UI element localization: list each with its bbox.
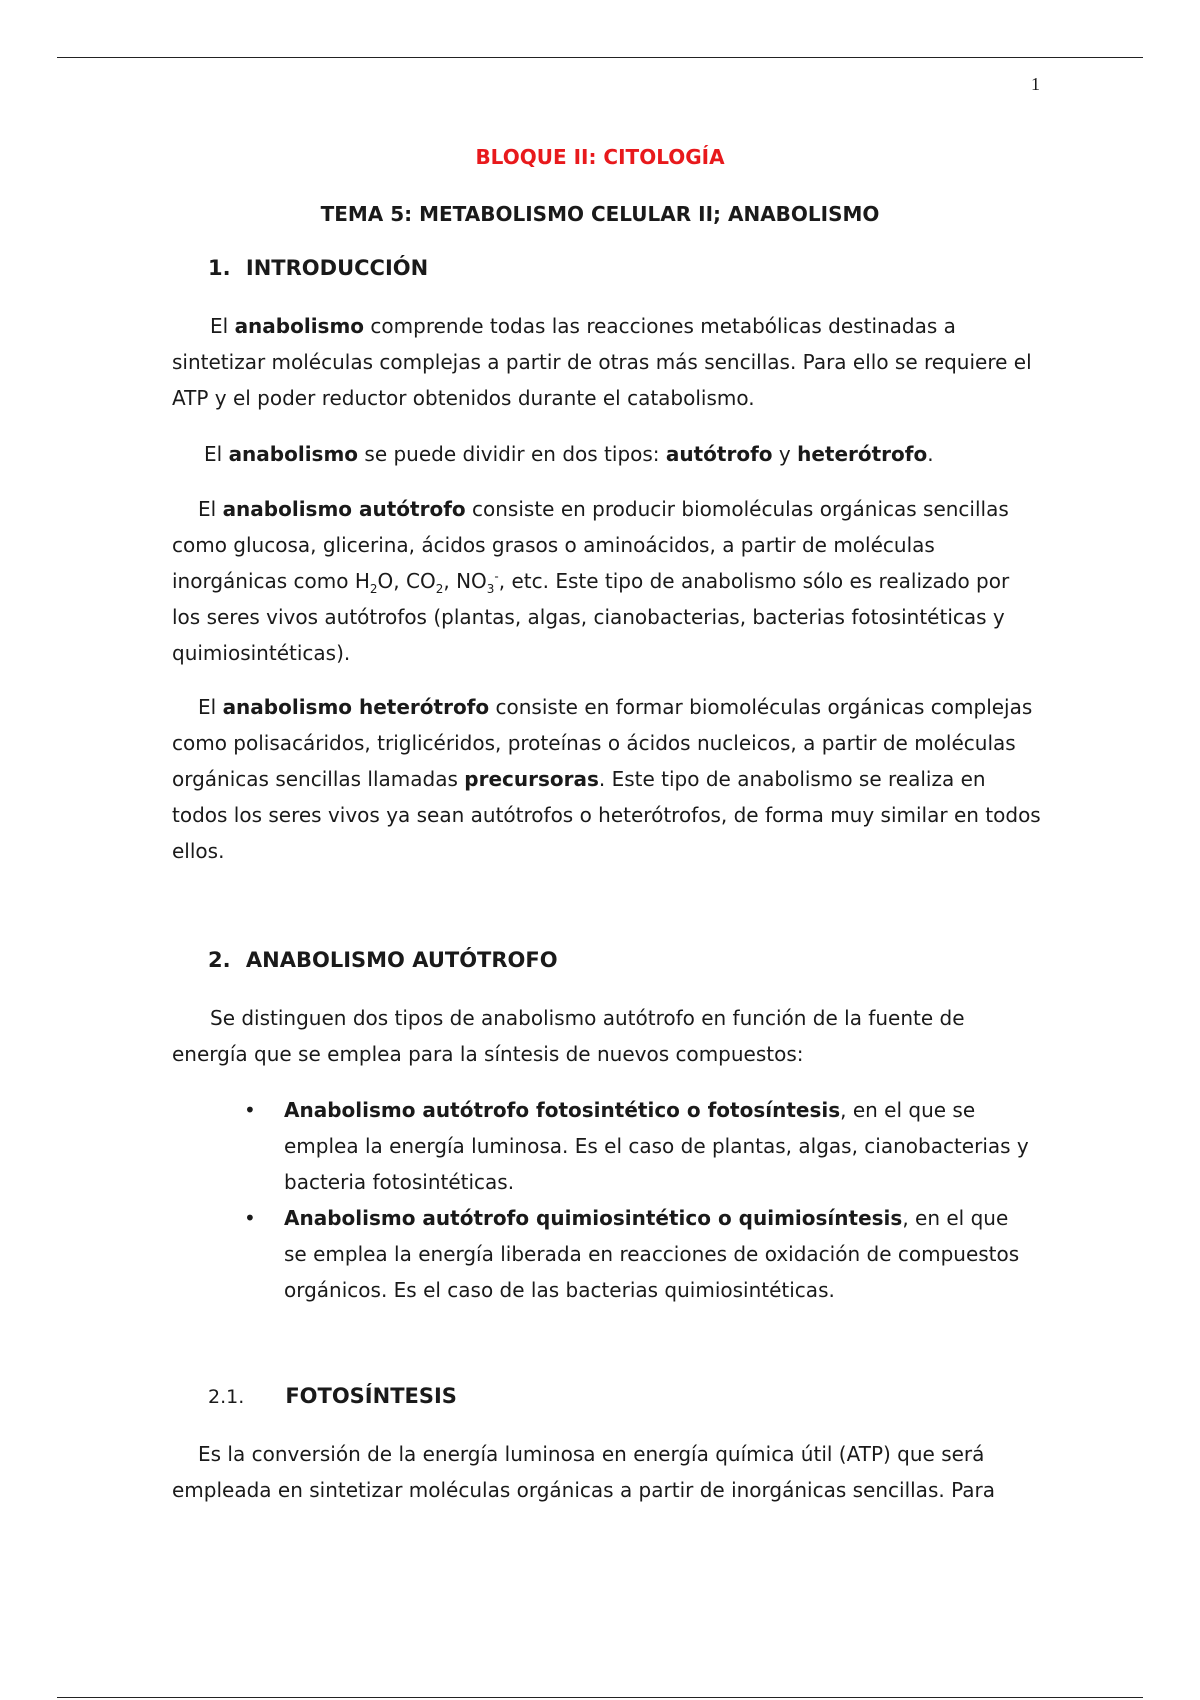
intro-paragraph-1: El anabolismo comprende todas las reacciones metabólicas destinadas a sintetizar moléculas complejas a partir de otras más sencillas. Para ello se requiere el ATP y el poder reductor obtenidos durante el catabolismo. <box>172 314 1032 410</box>
section-2-heading <box>208 948 558 972</box>
section-2-1-number: 2.1. <box>208 1386 245 1408</box>
section-1-heading <box>208 256 428 280</box>
section-1-number: 1. <box>208 256 231 280</box>
intro-paragraph-2: El anabolismo se puede dividir en dos tipos: autótrofo y heterótrofo. <box>204 442 934 466</box>
photosynthesis-paragraph: Es la conversión de la energía luminosa en energía química útil (ATP) que será empleada en sintetizar moléculas orgánicas a partir de inorgánicas sencillas. Para <box>172 1442 995 1502</box>
list-item: • Anabolismo autótrofo quimiosintético o quimiosíntesis, en el que se emplea la energía liberada en reacciones de oxidación de compuestos orgánicos. Es el caso de las bacterias quimiosintéticas. <box>230 1200 1030 1308</box>
section-2-number: 2. <box>208 948 231 972</box>
bullet-icon: • <box>244 1098 256 1122</box>
block-title: BLOQUE II: CITOLOGÍA <box>475 145 725 169</box>
section-2-paragraph: Se distinguen dos tipos de anabolismo autótrofo en función de la fuente de energía que se emplea para la síntesis de nuevos compuestos: <box>172 1006 965 1066</box>
section-1-title: INTRODUCCIÓN <box>245 256 429 280</box>
list-item: • Anabolismo autótrofo fotosintético o fotosíntesis, en el que se emplea la energía luminosa. Es el caso de plantas, algas, cianobacterias y bacteria fotosintéticas. <box>230 1092 1030 1200</box>
bullet-icon: • <box>244 1206 256 1230</box>
intro-paragraph-3: El anabolismo autótrofo consiste en producir biomoléculas orgánicas sencillas como glucosa, glicerina, ácidos grasos o aminoácidos, a partir de moléculas inorgánicas como $H_2O$, $CO_2$, $NO_3^-$, etc. Este tipo de anabolismo sólo es realizado por los seres vivos autótrofos (plantas, algas, cianobacterias, bacterias fotosintéticas y quimiosintéticas). <box>172 497 1010 665</box>
section-2-1-heading <box>208 1384 457 1408</box>
autotrophic-types-list <box>230 1092 1030 1308</box>
top-rule <box>57 57 1143 58</box>
page-number: 1 <box>1031 74 1040 94</box>
section-2-title: ANABOLISMO AUTÓTROFO <box>245 948 558 972</box>
intro-paragraph-4: El anabolismo heterótrofo consiste en formar biomoléculas orgánicas complejas como polisacáridos, triglicéridos, proteínas o ácidos nucleicos, a partir de moléculas orgánicas sencillas llamadas precursoras. Este tipo de anabolismo se realiza en todos los seres vivos ya sean autótrofos o heterótrofos, de forma muy similar en todos ellos. <box>172 695 1041 863</box>
section-2-1-title: FOTOSÍNTESIS <box>285 1384 457 1408</box>
bottom-rule <box>57 1697 1143 1698</box>
tema-title: TEMA 5: METABOLISMO CELULAR II; ANABOLISMO <box>320 202 880 226</box>
